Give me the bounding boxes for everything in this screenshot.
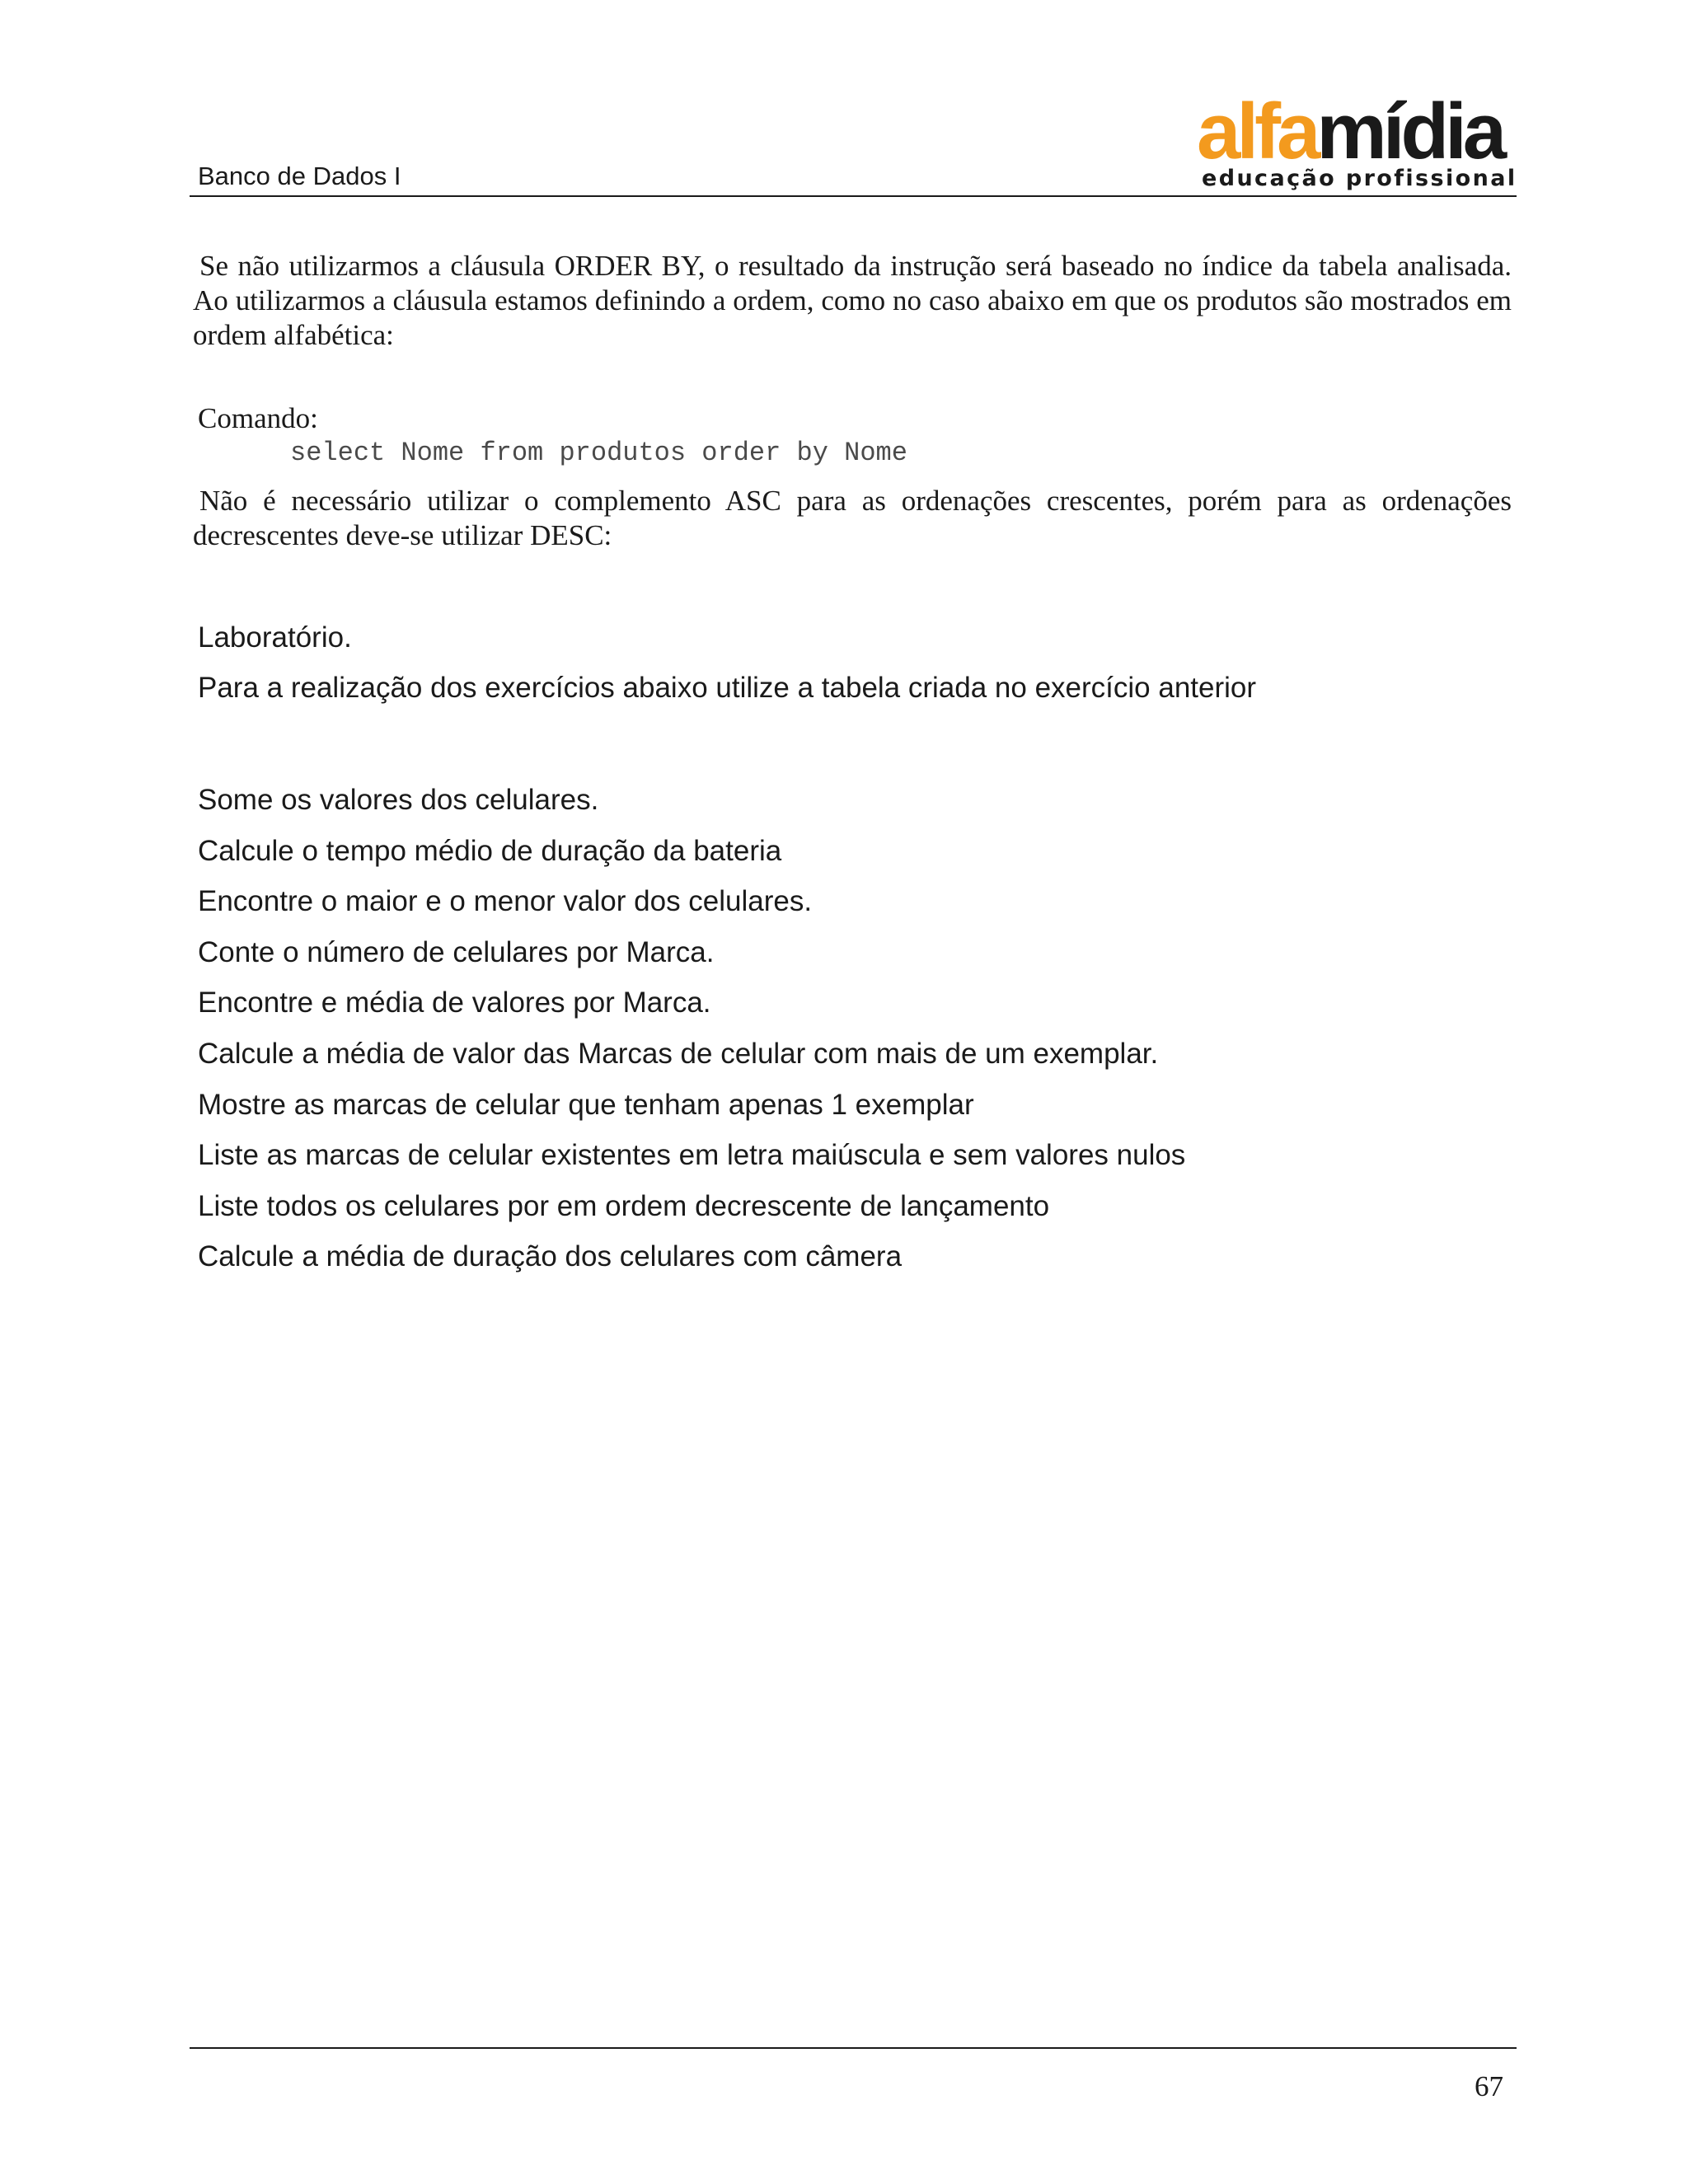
- exercise-item: Calcule o tempo médio de duração da bateria: [198, 834, 782, 867]
- exercise-item: Liste as marcas de celular existentes em letra maiúscula e sem valores nulos: [198, 1139, 1186, 1172]
- header-divider: [190, 195, 1517, 197]
- alfamidia-logo: [1197, 87, 1518, 191]
- asc-desc-paragraph: Não é necessário utilizar o complemento ASC para as ordenações crescentes, porém para as ordenações decrescentes deve-se utilizar DESC:: [193, 485, 1512, 551]
- header-title: Banco de Dados I: [198, 162, 401, 190]
- exercise-item: Encontre e média de valores por Marca.: [198, 987, 711, 1019]
- exercise-item: Mostre as marcas de celular que tenham apenas 1 exemplar: [198, 1088, 974, 1121]
- logo-wordmark-midia: mídia: [1316, 87, 1503, 176]
- sql-command: select Nome from produtos order by Nome: [290, 438, 907, 468]
- exercise-item: Encontre o maior e o menor valor dos celulares.: [198, 885, 813, 918]
- lab-instruction: Para a realização dos exercícios abaixo utilize a tabela criada no exercício anterior: [198, 672, 1257, 704]
- logo-wordmark: [1197, 87, 1503, 176]
- exercise-item: Some os valores dos celulares.: [198, 784, 599, 816]
- exercise-item: Calcule a média de duração dos celulares com câmera: [198, 1240, 903, 1273]
- exercise-item: Liste todos os celulares por em ordem decrescente de lançamento: [198, 1189, 1050, 1222]
- exercise-item: Conte o número de celulares por Marca.: [198, 935, 715, 968]
- exercise-item: Calcule a média de valor das Marcas de celular com mais de um exemplar.: [198, 1037, 1159, 1070]
- exercise-list: [198, 784, 1185, 1291]
- intro-paragraph: Se não utilizarmos a cláusula ORDER BY, o resultado da instrução será baseado no índice da tabela analisada. Ao utilizarmos a cláusula estamos definindo a ordem, como no caso abaixo em que os produtos são mostrados em ordem alfabética:: [193, 250, 1512, 351]
- logo-tagline: educação profissional: [1202, 166, 1517, 191]
- footer-divider: [190, 2047, 1517, 2049]
- logo-wordmark-alfa: alfa: [1197, 87, 1317, 176]
- page-number: 67: [1475, 2070, 1503, 2102]
- command-label: Comando:: [198, 402, 318, 434]
- lab-title: Laboratório.: [198, 621, 352, 654]
